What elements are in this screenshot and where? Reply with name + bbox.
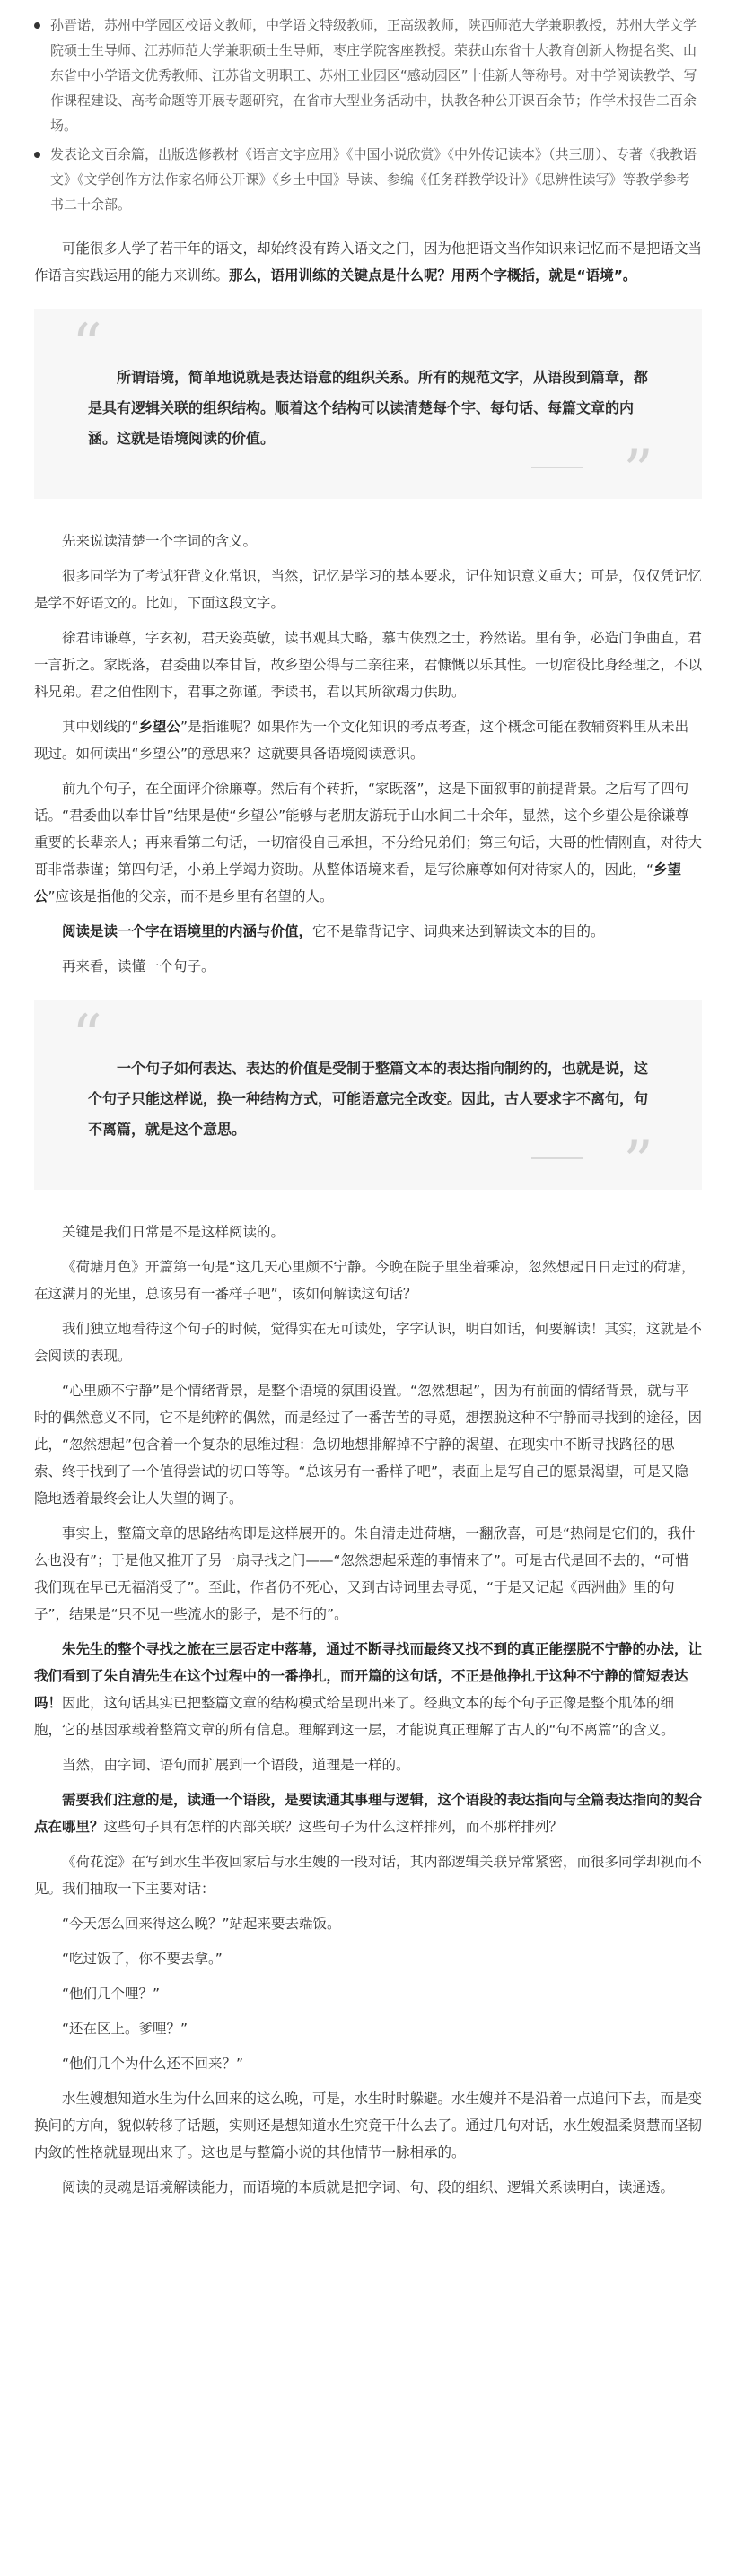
body-paragraph: 水生嫂想知道水生为什么回来的这么晚，可是，水生时时躲避。水生嫂并不是沿着一点追问下去，而是变换问的方向，貌似转移了话题，实则还是想知道水生究竟干什么去了。通过几句对话，水生嫂温柔贤慧而坚韧内敛的性格就显现出来了。这也是与整篇小说的其他情节一脉相承的。 — [34, 2091, 703, 2161]
pull-quote-context — [34, 309, 702, 506]
body-paragraph — [34, 775, 702, 910]
key-point: 朱先生的整个寻找之旅在三层否定中落幕，通过不断寻找而最终又找不到的真正能摆脱不宁静的办法，让我们看到了朱自清先生在这个过程中的一番挣扎，而开篇的这句话，不正是他挣扎于这种不宁静的简短表达吗！ — [34, 1641, 703, 1711]
text-span: 这些句子具有怎样的内部关联？这些句子为什么这样排列，而不那样排列？ — [103, 1819, 564, 1835]
open-quote-icon: “ — [72, 311, 102, 380]
text-span: ”应该是指他的父亲，而不是乡里有名望的人。 — [48, 888, 334, 904]
body-paragraph: 先来说读清楚一个字词的含义。 — [62, 533, 258, 549]
quote-divider — [531, 467, 583, 468]
body-paragraph: 《荷花淀》在写到水生半夜回家后与水生嫂的一段对话，其内部逻辑关联异常紧密，而很多同学却视而不见。我们抽取一下主要对话： — [34, 1854, 703, 1897]
text-span: ”是指谁呢？如果作为一个文化知识的考点考查，这个概念可能在教辅资料里从未出现过。如何读出“乡望公”的意思来？这就要具备语境阅读意识。 — [34, 719, 689, 762]
dialogue-line: “今天怎么回来得这么晚？”站起来要去端饭。 — [62, 1916, 341, 1932]
classical-text-excerpt: 徐君讳谦尊，字玄初，君天姿英敏，读书观其大略，慕古侠烈之士，矜然诺。里有争，必造门争曲直，君一言折之。家既落，君委曲以奉甘旨，故乡望公得与二亲往来，君慷慨以乐其性。一切宿役比身经理之，不以科兄弟。君之伯性刚卞，君事之弥谨。季读书，君以其所欲竭力供助。 — [34, 630, 703, 700]
key-point: 需要我们注意的是，读通一个语段，是要读通其事理与逻辑，这个语段的表达指向与全篇表达指向的契合点在哪里？ — [34, 1792, 703, 1835]
text-span: 前九个句子，在全面评介徐廉尊。然后有个转折，“家既落”，这是下面叙事的前提背景。之后写了四句话。“君委曲以奉甘旨”结果是使“乡望公”能够与老朋友游玩于山水间二十余年，显然，这个乡望公是徐谦尊重要的长辈亲人；再来看第二句话，一切宿役自己承担，不分给兄弟们；第三句话，大哥的性情刚直，对待大哥非常恭谨；第四句话，小弟上学竭力资助。从整体语境来看，是写徐廉尊如何对待家人的，因此，“ — [34, 781, 703, 878]
key-point: 阅读是读一个字在语境里的内涵与价值， — [62, 923, 313, 939]
dialogue-line: “他们几个为什么还不回来？” — [62, 2056, 244, 2072]
intro-section — [0, 235, 736, 2201]
intro-key-point: 那么，语用训练的关键点是什么呢？用两个字概括，就是“语境”。 — [229, 267, 637, 284]
author-bio-list — [0, 0, 736, 217]
body-paragraph — [34, 713, 702, 767]
text-span: 它不是靠背记字、词典来达到解读文本的目的。 — [312, 923, 605, 939]
body-paragraph: “心里颇不宁静”是个情绪背景，是整个语境的氛围设置。“忽然想起”，因为有前面的情绪背景，就与平时的偶然意义不同，它不是纯粹的偶然，而是经过了一番苦苦的寻觅，想摆脱这种不宁静而寻找到的途径，因此，“忽然想起”包含着一个复杂的思维过程：急切地想排解掉不宁静的渴望、在现实中不断寻找路径的思索、终于找到了一个值得尝试的切口等等。“总该另有一番样子吧”，表面上是写自己的愿景渴望，可是又隐隐地透着最终会让人失望的调子。 — [34, 1383, 703, 1506]
body-paragraph — [34, 1786, 702, 1840]
body-paragraph: 关键是我们日常是不是这样阅读的。 — [62, 1224, 285, 1240]
body-paragraph: 当然，由字词、语句而扩展到一个语段，道理是一样的。 — [62, 1757, 410, 1773]
keyword-highlight: 乡望公 — [34, 861, 682, 904]
author-publications-text: 发表论文百余篇，出版选修教材《语言文字应用》《中国小说欣赏》《中外传记读本》（共三册）、专著《我教语文》《文学创作方法作家名师公开课》《乡土中国》导读、参编《任务群教学设计》《思辨性读写》等教学参考书二十余部。 — [50, 146, 697, 213]
dialogue-line: “还在区上。爹哩？” — [62, 2021, 188, 2037]
body-paragraph — [34, 1636, 702, 1743]
bullet-dot-icon — [34, 142, 50, 158]
body-paragraph: 事实上，整篇文章的思路结构即是这样展开的。朱自清走进荷塘，一翻欣喜，可是“热闹是它们的，我什么也没有”；于是他又推开了另一扇寻找之门——“忽然想起采莲的事情来了”。可是古代是回不去的，“可惜我们现在早已无福消受了”。至此，作者仍不死心，又到古诗词里去寻觅，“于是又记起《西洲曲》里的句子”，结果是“只不见一些流水的影子，是不行的”。 — [34, 1525, 696, 1622]
dialogue-line: “吃过饭了，你不要去拿。” — [62, 1951, 223, 1967]
pull-quote-text: 所谓语境，简单地说就是表达语意的组织关系。所有的规范文字，从语段到篇章，都是具有逻辑关联的组织结构。顺着这个结构可以读清楚每个字、每句话、每篇文章的内涵。这就是语境阅读的价值。 — [88, 369, 649, 447]
author-bio-item — [34, 13, 702, 138]
open-quote-icon: “ — [72, 1002, 102, 1071]
author-bio-text: 孙晋诺，苏州中学园区校语文教师，中学语文特级教师，正高级教师，陕西师范大学兼职教授，苏州大学文学院硕士生导师、江苏师范大学兼职硕士生导师，枣庄学院客座教授。荣获山东省十大教育创新人物提名奖、山东省中小学语文优秀教师、江苏省文明职工、苏州工业园区“感动园区”十佳新人等称号。对中学阅读教学、写作课程建设、高考命题等开展专题研究，在省市大型业务活动中，执教各种公开课百余节；作学术报告二百余场。 — [50, 17, 697, 134]
text-span: 其中划线的“ — [62, 719, 139, 735]
text-span: 因此，这句话其实已把整篇文章的结构模式给呈现出来了。经典文本的每个句子正像是整个肌体的细胞，它的基因承载着整篇文章的所有信息。理解到这一层，才能说真正理解了古人的“句不离篇”的含义。 — [34, 1695, 675, 1738]
dialogue-line: “他们几个哩？” — [62, 1986, 161, 2002]
body-paragraph: 我们独立地看待这个句子的时候，觉得实在无可读处，字字认识，明白如话，何要解读！其实，这就是不会阅读的表现。 — [34, 1321, 703, 1364]
intro-text: 可能很多人学了若干年的语文，却始终没有跨入语文之门，因为他把语文当作知识来记忆而不是把语文当作语言实践运用的能力来训练。 — [34, 240, 703, 284]
close-quote-icon: ” — [623, 1128, 653, 1197]
keyword-highlight: 乡望公 — [138, 719, 181, 735]
body-paragraph — [34, 918, 702, 945]
intro-paragraph — [34, 235, 702, 289]
pull-quote-sentence — [34, 1000, 702, 1197]
bullet-dot-icon — [34, 13, 50, 29]
quote-divider — [531, 1157, 583, 1159]
pull-quote-text: 一个句子如何表达、表达的价值是受制于整篇文本的表达指向制约的，也就是说，这个句子只能这样说，换一种结构方式，可能语意完全改变。因此，古人要求字不离句，句不离篇，就是这个意思。 — [88, 1060, 649, 1138]
author-bio-item — [34, 142, 702, 217]
body-paragraph: 再来看，读懂一个句子。 — [62, 958, 215, 974]
body-paragraph: 很多同学为了考试狂背文化常识，当然，记忆是学习的基本要求，记住知识意义重大；可是，仅仅凭记忆是学不好语文的。比如，下面这段文字。 — [34, 568, 703, 611]
body-paragraph: 阅读的灵魂是语境解读能力，而语境的本质就是把字词、句、段的组织、逻辑关系读明白，读通透。 — [62, 2179, 675, 2196]
close-quote-icon: ” — [623, 437, 653, 506]
body-paragraph: 《荷塘月色》开篇第一句是“这几天心里颇不宁静。今晚在院子里坐着乘凉，忽然想起日日走过的荷塘，在这满月的光里，总该另有一番样子吧”，该如何解读这句话？ — [34, 1259, 696, 1302]
